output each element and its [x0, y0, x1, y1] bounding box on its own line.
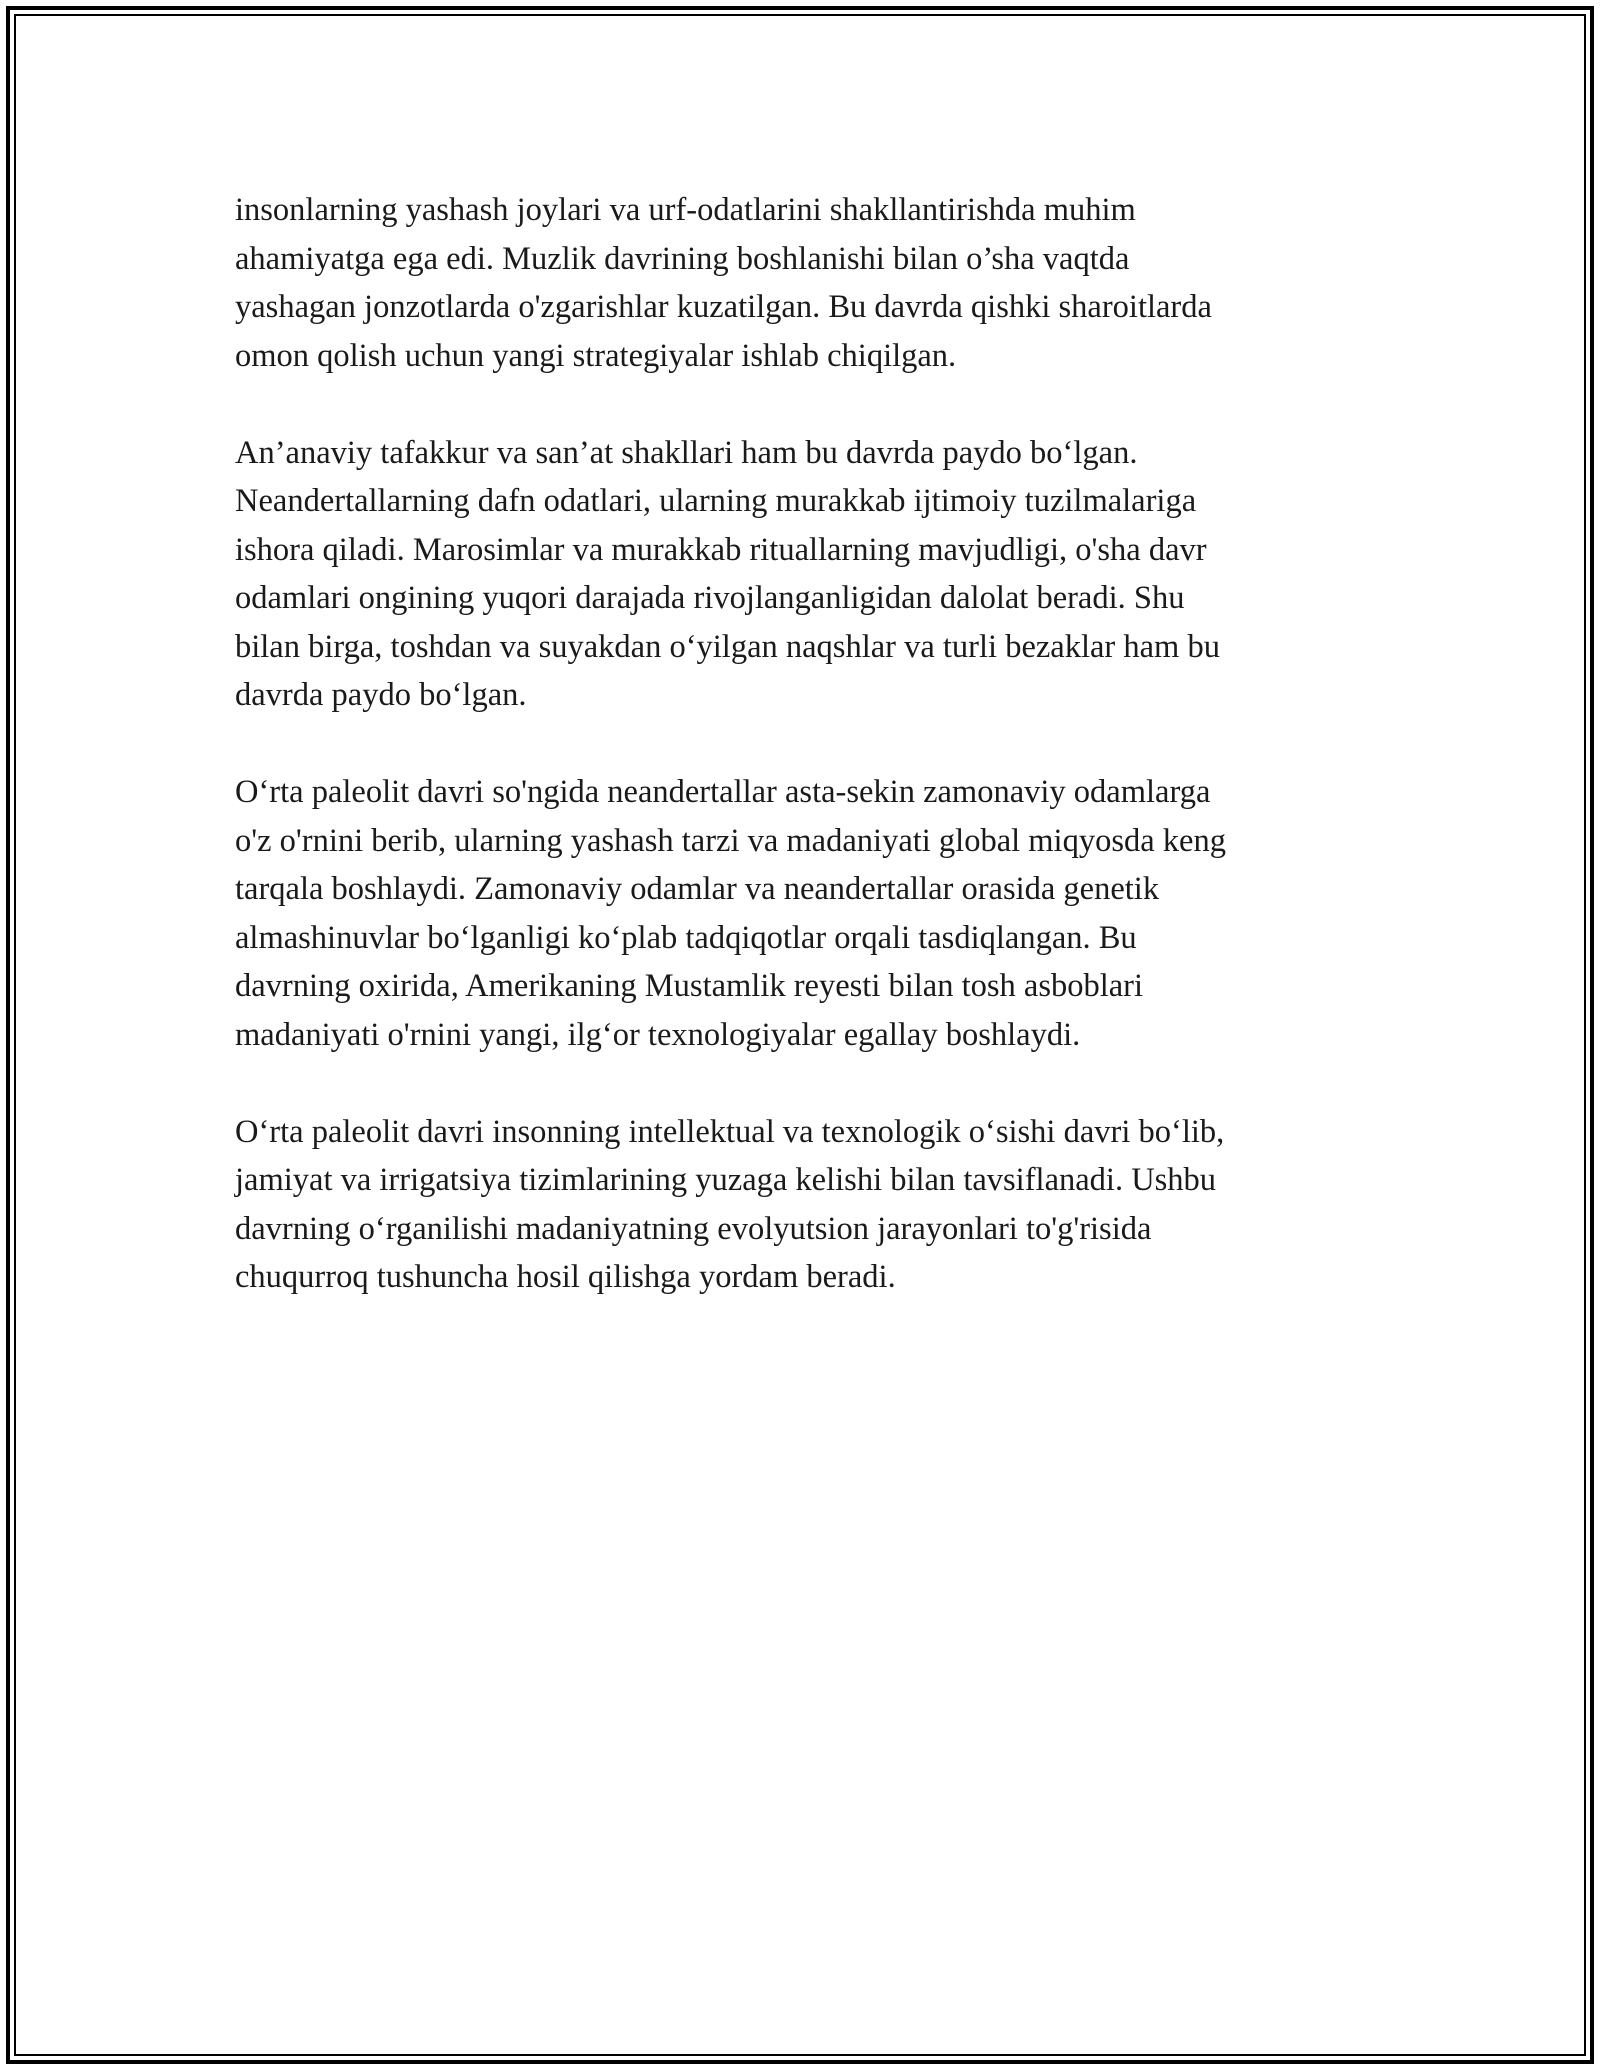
text-line: davrning oxirida, Amerikaning Mustamlik reyesti bilan tosh asboblari: [235, 968, 1144, 1004]
text-line: davrda paydo boʻlgan.: [235, 677, 527, 713]
text-line: almashinuvlar boʻlganligi koʻplab tadqiqotlar orqali tasdiqlangan. Bu: [235, 919, 1137, 956]
document-body: [235, 186, 1365, 1350]
text-line: yashagan jonzotlarda o'zgarishlar kuzatilgan. Bu davrda qishki sharoitlarda: [235, 289, 1212, 325]
text-line: odamlari ongining yuqori darajada rivojlanganligidan dalolat beradi. Shu: [235, 580, 1185, 616]
text-line: o'z o'rnini berib, ularning yashash tarzi va madaniyati global miqyosda keng: [235, 822, 1226, 859]
text-line: bilan birga, toshdan va suyakdan oʻyilgan naqshlar va turli bezaklar ham bu: [235, 628, 1220, 665]
text-line: Oʻrta paleolit davri insonning intellektual va texnologik oʻsishi davri boʻlib,: [235, 1113, 1225, 1150]
paragraph-1: [235, 186, 1365, 380]
text-line: Oʻrta paleolit davri so'ngida neandertallar asta-sekin zamonaviy odamlarga: [235, 774, 1211, 810]
text-line: ahamiyatga ega edi. Muzlik davrining boshlanishi bilan o’sha vaqtda: [235, 240, 1130, 277]
text-line: tarqala boshlaydi. Zamonaviy odamlar va neandertallar orasida genetik: [235, 871, 1160, 907]
paragraph-3: [235, 768, 1365, 1059]
text-line: madaniyati o'rnini yangi, ilgʻor texnologiyalar egallay boshlaydi.: [235, 1016, 1081, 1053]
text-line: Neandertallarning dafn odatlari, ularning murakkab ijtimoiy tuzilmalariga: [235, 483, 1197, 519]
text-line: An’anaviy tafakkur va san’at shakllari ham bu davrda paydo boʻlgan.: [235, 434, 1138, 471]
text-line: jamiyat va irrigatsiya tizimlarining yuzaga kelishi bilan tavsiflanadi. Ushbu: [235, 1162, 1217, 1198]
paragraph-4: [235, 1108, 1365, 1302]
paragraph-2: [235, 429, 1365, 720]
text-line: ishora qiladi. Marosimlar va murakkab rituallarning mavjudligi, o'sha davr: [235, 531, 1207, 568]
text-line: chuqurroq tushuncha hosil qilishga yordam beradi.: [235, 1259, 896, 1295]
text-line: davrning oʻrganilishi madaniyatning evolyutsion jarayonlari to'g'risida: [235, 1210, 1152, 1247]
text-line: omon qolish uchun yangi strategiyalar ishlab chiqilgan.: [235, 337, 957, 374]
text-line: insonlarning yashash joylari va urf-odatlarini shakllantirishda muhim: [235, 192, 1136, 228]
